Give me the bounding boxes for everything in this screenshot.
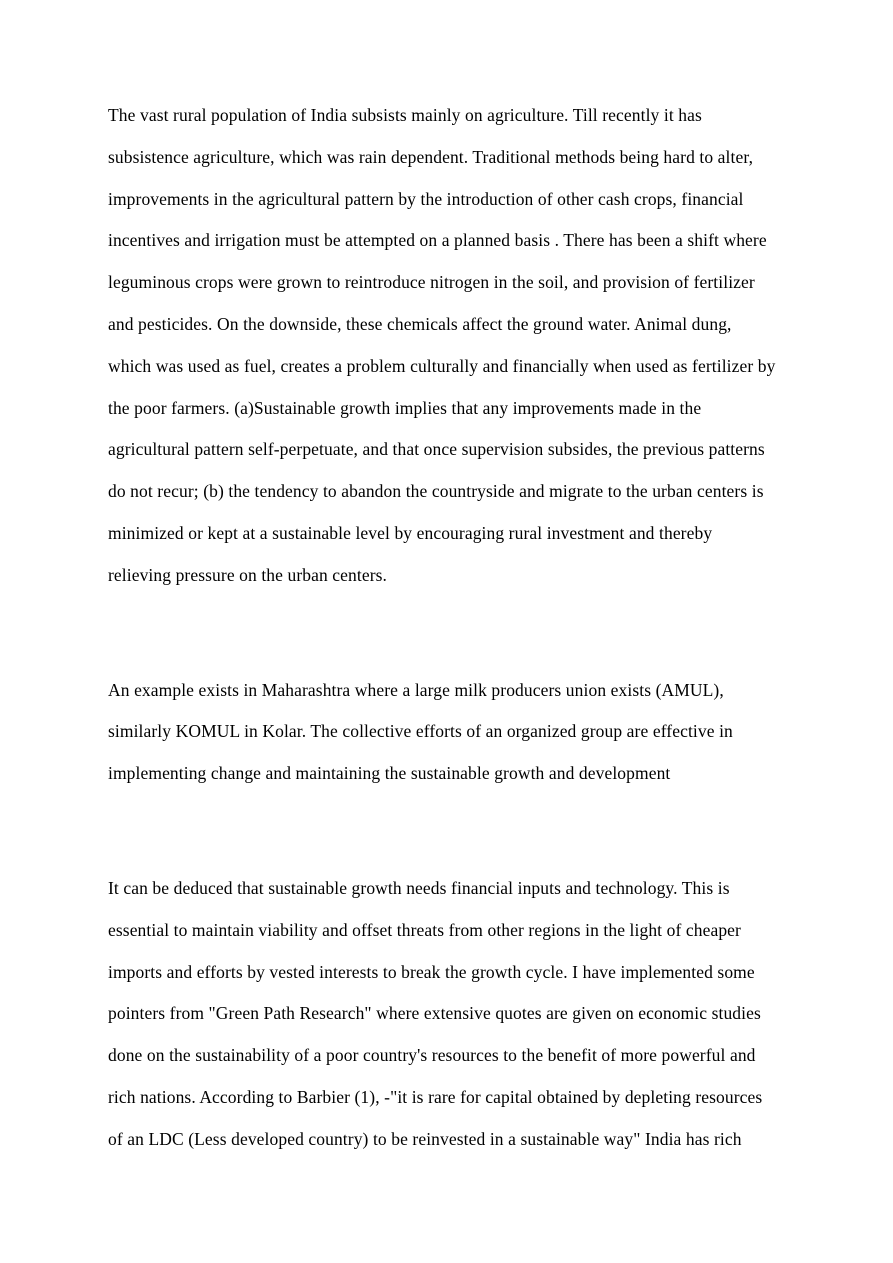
text-line: It can be deduced that sustainable growth needs financial inputs and technology. This is (108, 877, 730, 898)
text-line: The vast rural population of India subsists mainly on agriculture. Till recently it has (108, 105, 702, 125)
paragraph (108, 95, 893, 597)
text-line: rich nations. According to Barbier (1), -"it is rare for capital obtained by depleting resources (108, 1086, 763, 1107)
text-line: implementing change and maintaining the sustainable growth and development (108, 763, 671, 784)
text-line: minimized or kept at a sustainable level by encouraging rural investment and thereby (108, 522, 713, 543)
text-line: pointers from "Green Path Research" where extensive quotes are given on economic studies (108, 1003, 761, 1024)
text-line: An example exists in Maharashtra where a large milk producers union exists (AMUL), (108, 679, 724, 700)
text-line: relieving pressure on the urban centers. (108, 564, 388, 585)
text-line: imports and efforts by vested interests to break the growth cycle. I have implemented some (108, 961, 755, 982)
text-line: leguminous crops were grown to reintroduce nitrogen in the soil, and provision of fertilizer (108, 272, 755, 293)
text-line: incentives and irrigation must be attempted on a planned basis . There has been a shift where (108, 230, 767, 251)
text-line: and pesticides. On the downside, these chemicals affect the ground water. Animal dung, (108, 313, 732, 334)
text-line: which was used as fuel, creates a problem culturally and financially when used as fertilizer by (108, 355, 776, 376)
text-line: done on the sustainability of a poor country's resources to the benefit of more powerful and (108, 1045, 756, 1066)
paragraph (108, 868, 893, 1161)
text-line: the poor farmers. (a)Sustainable growth implies that any improvements made in the (108, 397, 702, 418)
text-line: of an LDC (Less developed country) to be reinvested in a sustainable way" India has rich (108, 1128, 742, 1149)
paragraph (108, 670, 893, 795)
document-body (108, 95, 893, 1234)
text-line: subsistence agriculture, which was rain dependent. Traditional methods being hard to alter, (108, 146, 754, 167)
text-line: do not recur; (b) the tendency to abandon the countryside and migrate to the urban centers is (108, 481, 764, 502)
text-line: similarly KOMUL in Kolar. The collective efforts of an organized group are effective in (108, 721, 733, 742)
text-line: agricultural pattern self-perpetuate, and that once supervision subsides, the previous patterns (108, 439, 765, 460)
text-line: essential to maintain viability and offset threats from other regions in the light of cheaper (108, 919, 741, 940)
text-line: improvements in the agricultural pattern by the introduction of other cash crops, financial (108, 188, 744, 209)
